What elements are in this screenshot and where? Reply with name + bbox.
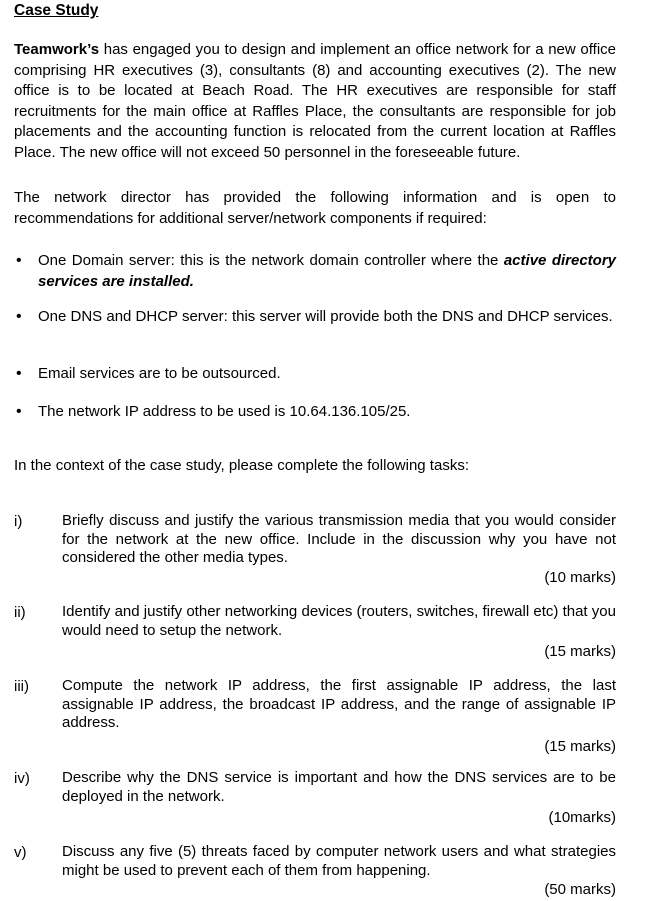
task-item-2 xyxy=(14,603,616,663)
task-marks: (10 marks) xyxy=(544,568,616,586)
task-marks: (15 marks) xyxy=(544,643,616,660)
bullet-dot: • xyxy=(16,308,22,325)
task-item-4 xyxy=(14,769,616,829)
bullet-item-dns-dhcp xyxy=(14,307,616,328)
task-number: i) xyxy=(14,513,23,530)
bullet-text: One Domain server: this is the network domain controller where the xyxy=(38,252,504,269)
task-text: Identify and justify other networking devices (routers, switches, firewall etc) that you would need to setup the network. xyxy=(62,603,616,639)
company-name: Teamwork’s xyxy=(14,41,100,58)
bullet-item-domain-server xyxy=(14,251,616,292)
task-text: Discuss any five (5) threats faced by computer network users and what strategies might be used to prevent each of them from happening. xyxy=(62,843,616,879)
task-marks: (50 marks) xyxy=(544,881,616,898)
case-study-heading: Case Study xyxy=(14,2,99,19)
bullet-item-email xyxy=(14,364,616,385)
bullet-dot: • xyxy=(16,403,22,420)
task-text: Compute the network IP address, the first assignable IP address, the last assignable IP address, the broadcast IP address, and the range of assignable IP address. xyxy=(62,677,616,731)
task-text: Briefly discuss and justify the various transmission media that you would consider for the network at the new office. Include in the discussion why you have not considered the other media types. xyxy=(62,512,616,566)
task-item-5 xyxy=(14,843,616,901)
task-marks: (15 marks) xyxy=(544,737,616,755)
bullet-item-ip-address xyxy=(14,402,616,423)
task-number: iii) xyxy=(14,678,29,695)
bullet-dot: • xyxy=(16,252,22,269)
bullet-emphasis: active directory services are installed. xyxy=(38,252,617,290)
task-item-3 xyxy=(14,677,616,757)
director-paragraph: The network director has provided the following information and is open to recommendations for additional server/network components if required: xyxy=(14,189,616,227)
task-marks: (10marks) xyxy=(548,809,616,826)
task-number: ii) xyxy=(14,604,26,621)
context-paragraph: In the context of the case study, please complete the following tasks: xyxy=(14,457,469,474)
intro-body: has engaged you to design and implement an office network for a new office comprising HR executives (3), consultants (8) and accounting executives (2). The new office is to be located at Beach Road. The HR executives are responsible for staff recruitments for the main office at Raffles Place, the consultants are responsible for job placements and the accounting function is relocated from the current location at Raffles Place. The new office will not exceed 50 personnel in the foreseeable future. xyxy=(14,41,616,161)
task-number: v) xyxy=(14,844,27,861)
bullet-text: One DNS and DHCP server: this server will provide both the DNS and DHCP services. xyxy=(38,308,613,325)
task-number: iv) xyxy=(14,770,30,787)
bullet-dot: • xyxy=(16,365,22,382)
task-text: Describe why the DNS service is important and how the DNS services are to be deployed in the network. xyxy=(62,769,616,805)
task-item-1 xyxy=(14,512,616,588)
intro-paragraph xyxy=(14,40,616,163)
bullet-text: Email services are to be outsourced. xyxy=(38,365,281,382)
bullet-text: The network IP address to be used is 10.64.136.105/25. xyxy=(38,403,411,420)
